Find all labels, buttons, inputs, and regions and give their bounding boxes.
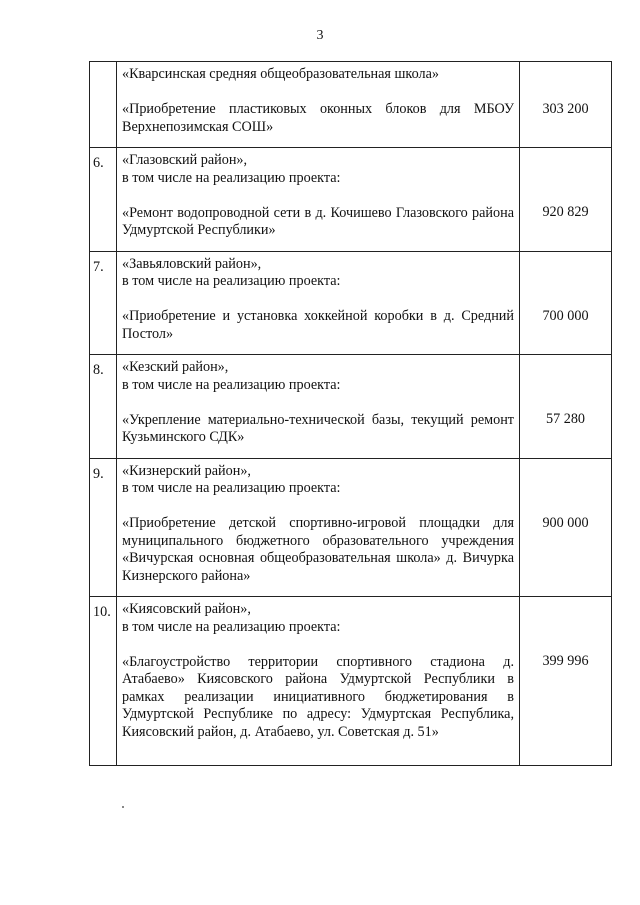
row-description xyxy=(117,458,520,597)
page-number: 3 xyxy=(316,28,324,43)
project-description: «Ремонт водопроводной сети в д. Кочишево Глазовского района Удмуртской Республики» xyxy=(122,204,514,238)
project-intro: в том числе на реализацию проекта: xyxy=(122,618,341,635)
row-amount-cell xyxy=(520,62,612,148)
table-row xyxy=(90,251,612,355)
project-description: «Приобретение и установка хоккейной коробки в д. Средний Постол» xyxy=(122,308,514,342)
organization-name: «Кезский район», xyxy=(122,359,229,375)
row-number: 9. xyxy=(90,458,117,597)
row-amount: 303 200 xyxy=(542,101,589,117)
row-amount-cell xyxy=(520,597,612,766)
organization-name: «Киясовский район», xyxy=(122,601,251,617)
row-amount-cell xyxy=(520,148,612,252)
project-description: «Приобретение пластиковых оконных блоков для МБОУ Верхнепозимская СОШ» xyxy=(122,101,514,135)
table-row xyxy=(90,62,612,148)
row-amount: 399 996 xyxy=(542,653,589,669)
row-description xyxy=(117,251,520,355)
project-intro: в том числе на реализацию проекта: xyxy=(122,273,341,289)
table-row xyxy=(90,458,612,597)
organization-name: «Кизнерский район», xyxy=(122,462,251,479)
row-description xyxy=(117,355,520,459)
row-number: 7. xyxy=(90,251,117,355)
scan-speck xyxy=(122,806,124,808)
table-row xyxy=(90,148,612,252)
project-intro: в том числе на реализацию проекта: xyxy=(122,169,341,186)
row-amount: 700 000 xyxy=(542,307,589,324)
row-amount-cell xyxy=(520,251,612,355)
organization-name: «Завьяловский район», xyxy=(122,255,262,272)
row-description xyxy=(117,148,520,252)
table-row xyxy=(90,597,612,766)
row-description xyxy=(117,62,520,148)
row-number: 6. xyxy=(90,148,117,252)
row-number xyxy=(90,62,117,148)
row-amount-cell xyxy=(520,355,612,459)
table-row xyxy=(90,355,612,459)
project-description: «Приобретение детской спортивно-игровой площадки для муниципального бюджетного образовательного учреждения «Вичурская основная общеобразовательная школа» д. Вичурка Кизнерского района» xyxy=(122,515,514,584)
row-amount: 900 000 xyxy=(542,514,589,531)
organization-name: «Кварсинская средняя общеобразовательная школа» xyxy=(122,66,439,82)
row-amount-cell xyxy=(520,458,612,597)
project-description: «Благоустройство территории спортивного стадиона д. Атабаево» Киясовского района Удмуртской Республики в рамках реализации инициативного бюджетирования в Удмуртской Республике по адресу: Удмуртская Республика, Киясовский район, д. Атабаево, ул. Советская д. 51» xyxy=(122,653,514,740)
row-number: 8. xyxy=(90,355,117,459)
project-description: «Укрепление материально-технической базы, текущий ремонт Кузьминского СДК» xyxy=(122,411,514,445)
row-number: 10. xyxy=(90,597,117,766)
row-amount: 920 829 xyxy=(542,204,589,220)
project-intro: в том числе на реализацию проекта: xyxy=(122,376,341,393)
row-description xyxy=(117,597,520,766)
row-amount: 57 280 xyxy=(545,411,585,427)
funding-table xyxy=(89,61,612,766)
organization-name: «Глазовский район», xyxy=(122,152,248,168)
project-intro: в том числе на реализацию проекта: xyxy=(122,480,341,496)
